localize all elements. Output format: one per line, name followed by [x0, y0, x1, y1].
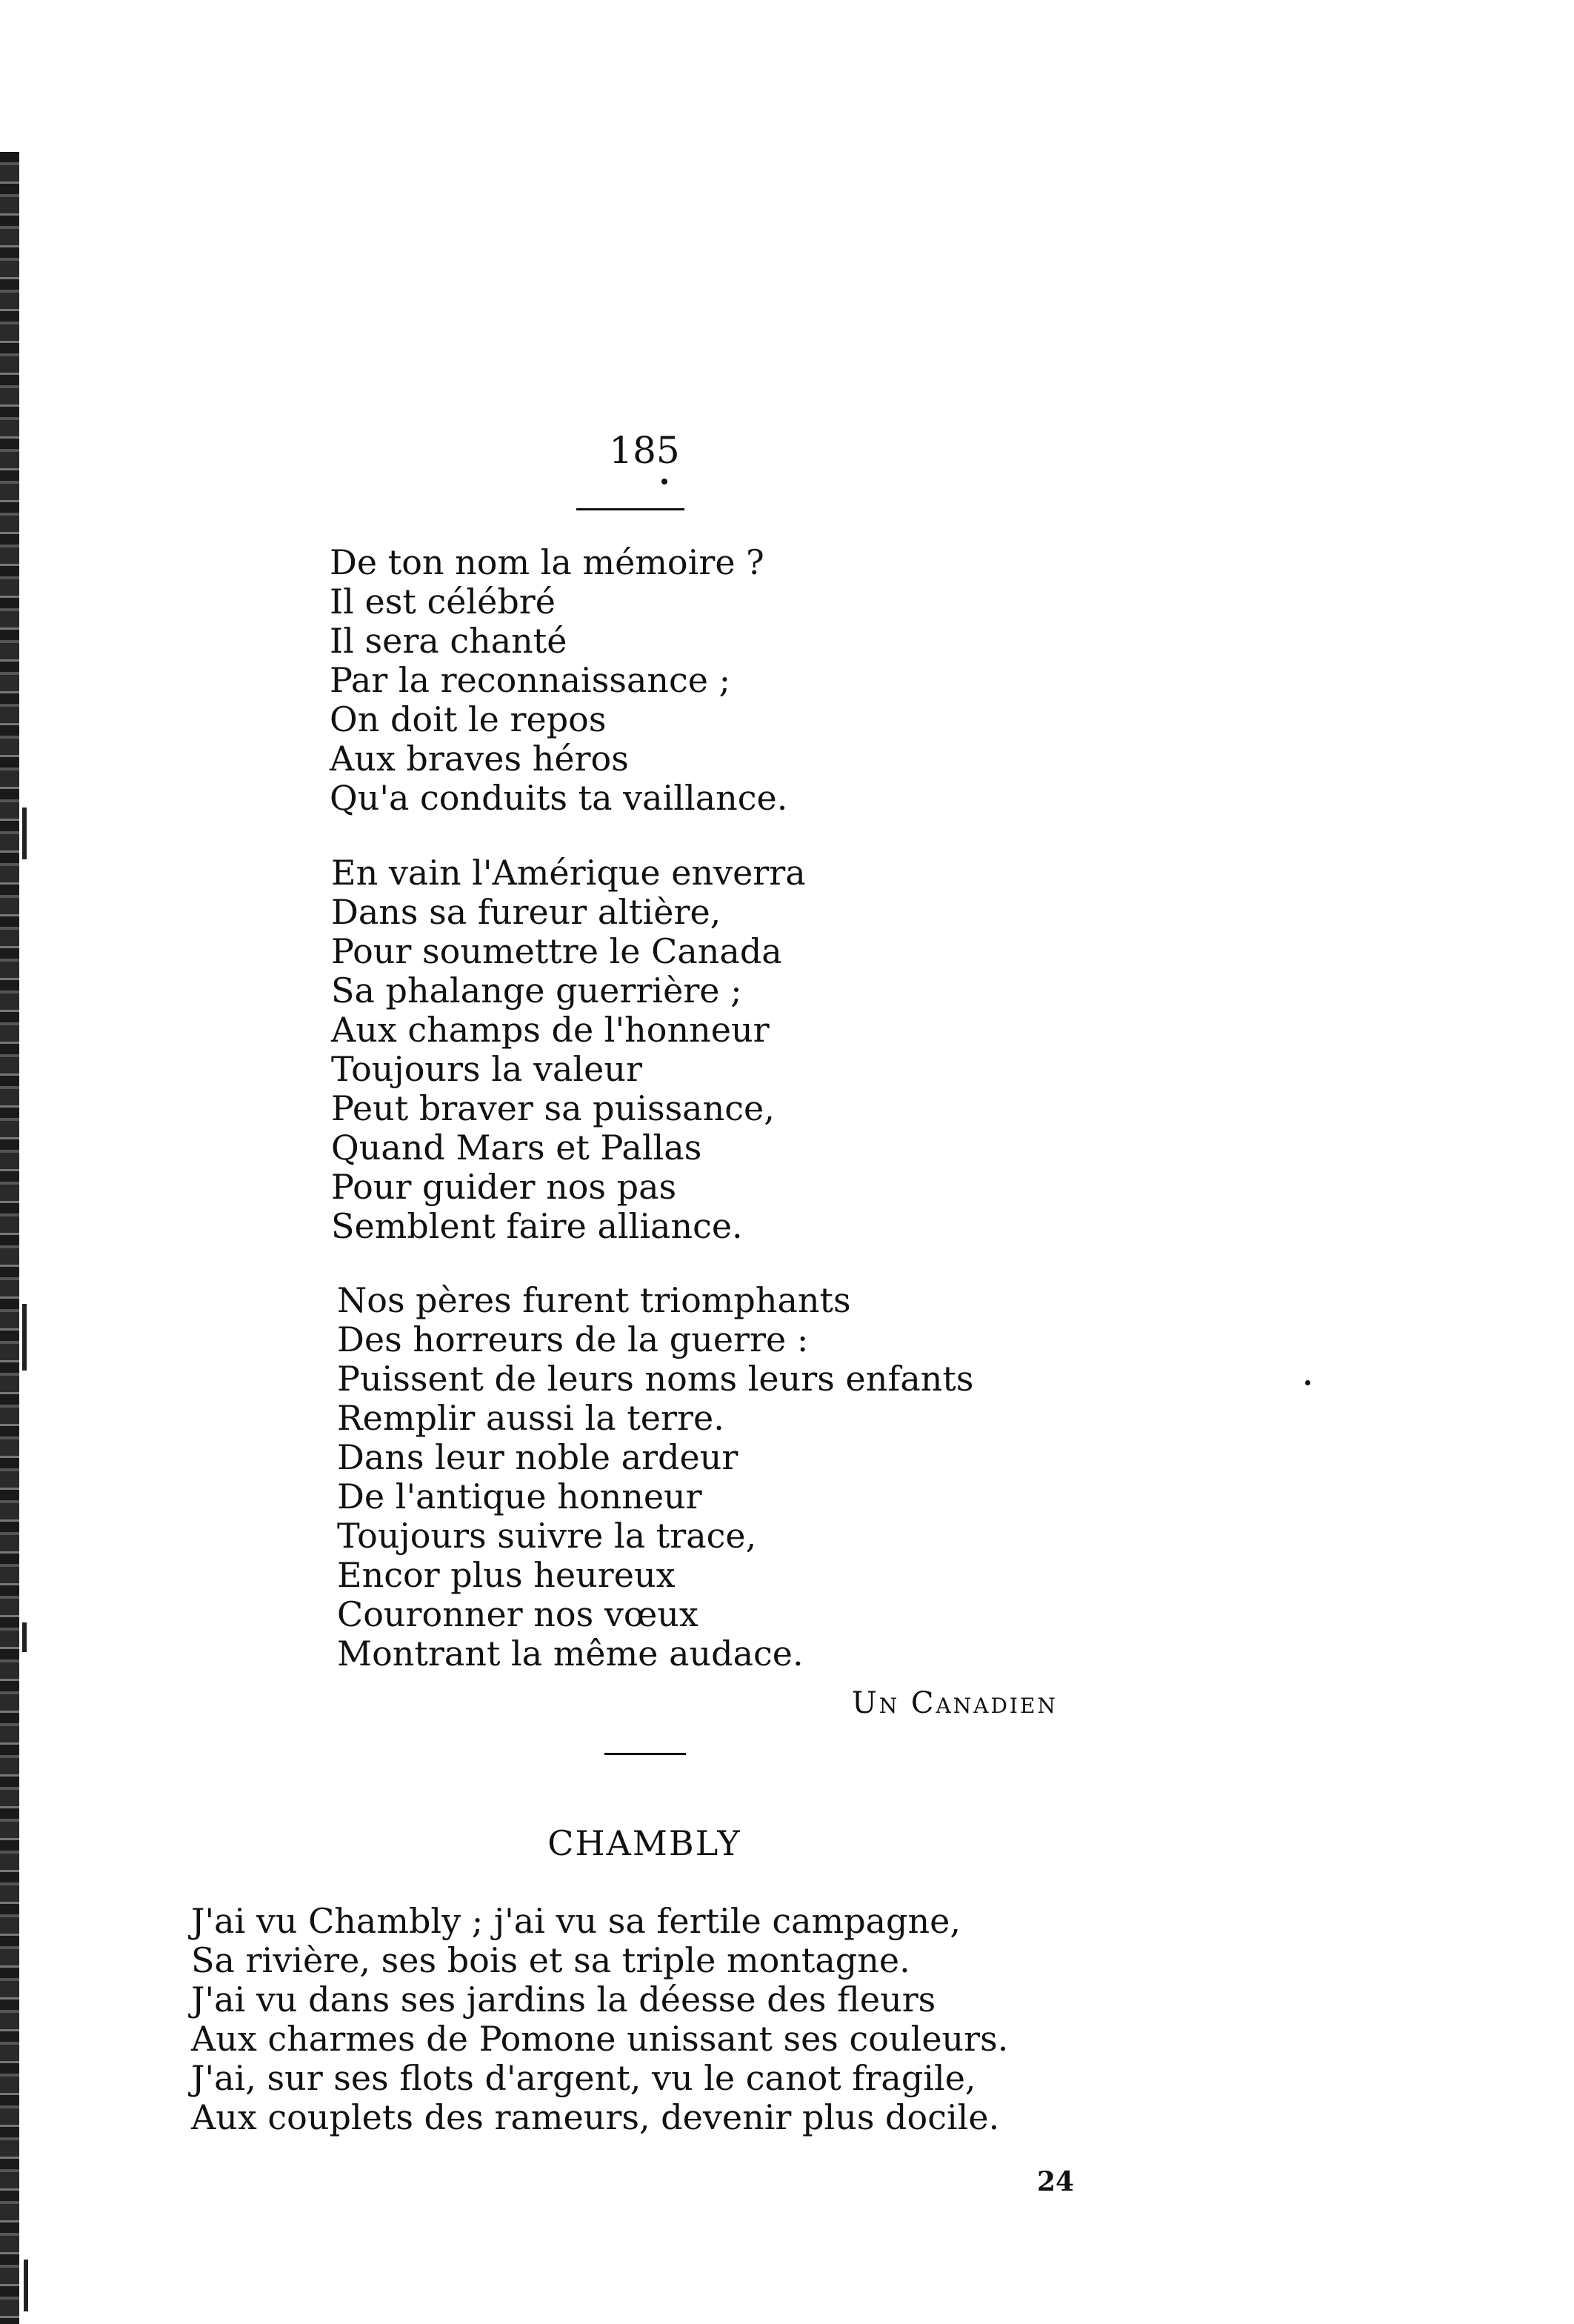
verse-line: Pour soumettre le Canada [331, 931, 782, 971]
verse-line: Toujours suivre la trace, [337, 1516, 757, 1556]
verse-line: J'ai vu Chambly ; j'ai vu sa fertile campagne, [191, 1901, 961, 1941]
header-rule [576, 508, 684, 510]
spine-fleck [22, 1304, 27, 1371]
verse-line: Remplir aussi la terre. [337, 1398, 724, 1438]
verse-line: Nos pères furent triomphants [337, 1280, 851, 1320]
verse-line: Couronner nos vœux [337, 1594, 698, 1634]
spine-fleck [24, 2260, 28, 2311]
verse-line: Encor plus heureux [337, 1555, 676, 1595]
verse-line: Aux braves héros [330, 739, 629, 779]
verse-line: Qu'a conduits ta vaillance. [330, 778, 788, 818]
verse-line: Aux champs de l'honneur [331, 1010, 770, 1050]
verse-line: On doit le repos [330, 699, 607, 739]
verse-line: Il sera chanté [330, 621, 567, 661]
verse-line: Montrant la même audace. [337, 1634, 804, 1674]
verse-line: Aux charmes de Pomone unissant ses couleurs. [191, 2019, 1009, 2059]
verse-line: Semblent faire alliance. [331, 1206, 743, 1246]
verse-line: J'ai, sur ses flots d'argent, vu le canot fragile, [191, 2058, 976, 2098]
spine-fleck [22, 808, 27, 859]
poem-chambly [191, 1902, 1008, 2137]
verse-line: En vain l'Amérique enverra [331, 853, 806, 893]
verse-line: Dans leur noble ardeur [337, 1437, 738, 1477]
stray-mark [1305, 1380, 1310, 1385]
verse-line: Puissent de leurs noms leurs enfants [337, 1359, 974, 1399]
stanza-1 [330, 543, 787, 818]
verse-line: J'ai vu dans ses jardins la déesse des fleurs [191, 1980, 936, 2020]
author-signature: Un Canadien [852, 1686, 1058, 1720]
verse-line: Par la reconnaissance ; [330, 660, 731, 700]
verse-line: De l'antique honneur [337, 1476, 702, 1516]
verse-line: Sa phalange guerrière ; [331, 970, 742, 1010]
book-spine-edge [0, 152, 19, 2324]
printer-signature-mark: 24 [1037, 2166, 1075, 2197]
verse-line: Des horreurs de la guerre : [337, 1319, 809, 1359]
verse-line: Pour guider nos pas [331, 1167, 677, 1207]
page-number-dot [661, 479, 667, 485]
stanza-2 [331, 853, 806, 1246]
poem-title: CHAMBLY [547, 1823, 741, 1863]
verse-line: Dans sa fureur altière, [331, 892, 721, 932]
section-rule [604, 1753, 686, 1755]
verse-line: Sa rivière, ses bois et sa triple montagne. [191, 1940, 910, 1980]
page-number: 185 [609, 429, 680, 472]
verse-line: Toujours la valeur [331, 1049, 642, 1089]
verse-line: Quand Mars et Pallas [331, 1128, 702, 1168]
verse-line: Il est célébré [330, 582, 556, 622]
spine-fleck [22, 1622, 27, 1652]
verse-line: De ton nom la mémoire ? [330, 542, 764, 582]
verse-line: Peut braver sa puissance, [331, 1088, 775, 1128]
stanza-3 [337, 1281, 974, 1674]
verse-line: Aux couplets des rameurs, devenir plus docile. [191, 2097, 1000, 2137]
